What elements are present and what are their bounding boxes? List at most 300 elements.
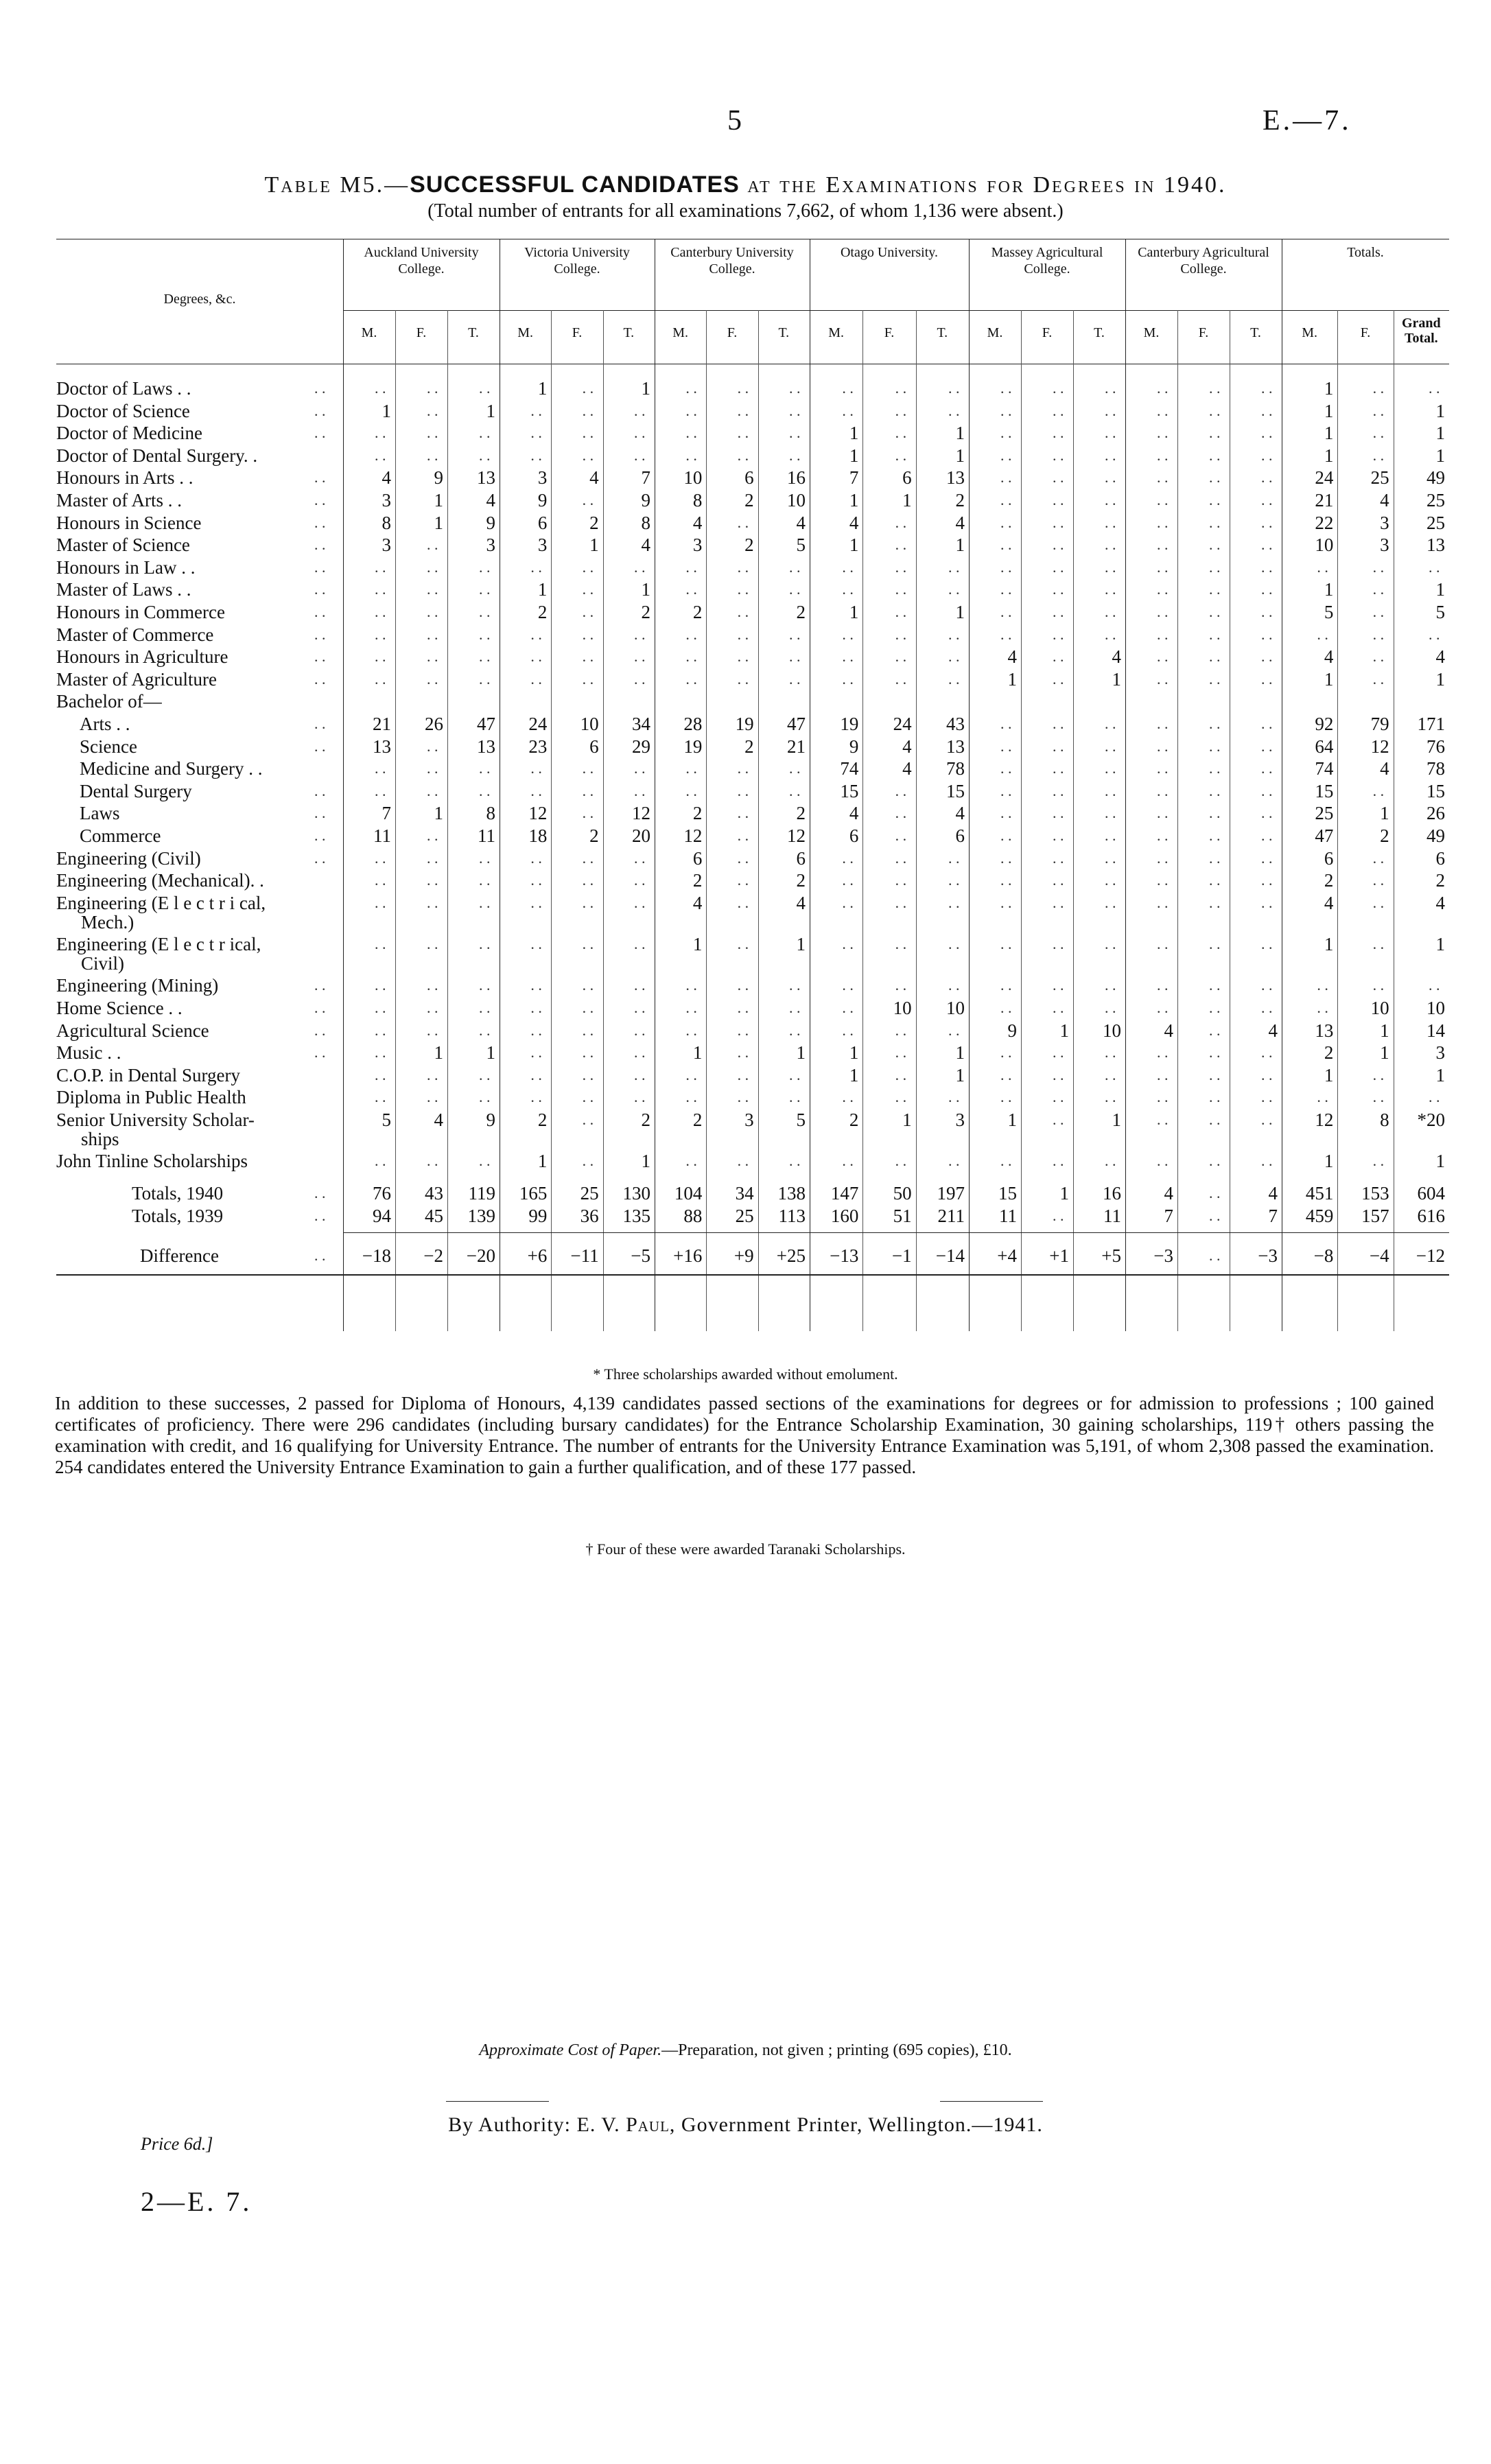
empty-cell: . . [375,760,386,777]
empty-cell: . . [582,625,594,643]
data-cell: 119 [468,1182,495,1204]
empty-cell: . . [789,782,801,799]
empty-cell: . . [737,760,749,777]
empty-cell: . . [1429,558,1440,576]
empty-cell: . . [1105,976,1116,994]
empty-cell: . . [1105,893,1116,911]
col-header-t: T. [1250,325,1261,340]
data-cell: 29 [631,736,650,757]
data-cell: 2 [744,736,754,757]
empty-cell: . . [1209,513,1221,531]
data-cell: 1 [537,378,548,399]
sub-divider [1177,310,1178,1331]
footnote-scholarships: * Three scholarships awarded without emolument. [593,1365,898,1383]
data-cell: 1 [434,490,443,511]
row-label: C.O.P. in Dental Surgery [56,1064,240,1086]
empty-cell: . . [1157,849,1169,867]
leader-dots: . . [314,976,326,994]
row-label: Master of Science [56,535,190,556]
empty-cell: . . [1000,536,1012,554]
empty-cell: . . [737,1044,749,1061]
empty-cell: . . [1053,804,1064,822]
empty-cell: . . [1261,1152,1273,1170]
empty-cell: . . [1157,976,1169,994]
row-label: Engineering (E l e c t r i cal, [56,892,266,913]
empty-cell: . . [1157,1066,1169,1083]
empty-cell: . . [948,670,960,688]
empty-cell: . . [1053,1066,1064,1083]
data-cell: 47 [1315,825,1334,846]
empty-cell: . . [1372,379,1385,397]
subheader-rule [343,310,1449,311]
data-cell: 7 [849,467,859,489]
data-cell: 1 [1435,400,1445,421]
empty-cell: . . [1209,424,1221,442]
leader-dots: . . [314,715,326,732]
empty-cell: . . [1000,558,1012,576]
data-cell: −18 [362,1245,391,1267]
empty-cell: . . [1261,379,1273,397]
data-cell: 12 [1315,1110,1334,1131]
data-cell: 2 [796,803,806,824]
empty-cell: . . [1209,871,1221,889]
empty-cell: . . [1053,760,1064,777]
empty-cell: . . [427,580,438,598]
empty-cell: . . [895,782,907,799]
data-cell: 43 [946,714,965,734]
empty-cell: . . [1157,893,1169,911]
group-divider [969,239,970,1331]
empty-cell: . . [948,935,960,953]
row-label: Agricultural Science [56,1020,209,1041]
empty-cell: . . [685,976,697,994]
data-cell: 130 [622,1182,650,1204]
empty-cell: . . [375,670,386,688]
empty-cell: . . [1157,469,1169,486]
empty-cell: . . [479,935,491,953]
empty-cell: . . [1105,603,1116,620]
empty-cell: . . [582,558,594,576]
empty-cell: . . [1053,827,1064,844]
empty-cell: . . [1053,1206,1064,1224]
empty-cell: . . [1157,513,1169,531]
data-cell: 1 [849,1064,859,1086]
empty-cell: . . [1372,871,1385,889]
data-cell: 10 [786,490,806,511]
empty-cell: . . [737,446,749,464]
totals-label: Totals, 1940 [132,1182,224,1204]
leader-dots: . . [314,401,326,419]
empty-cell: . . [685,999,697,1017]
data-cell: 1 [955,423,965,444]
row-label: Honours in Agriculture [56,646,228,668]
data-cell: 2 [589,825,599,846]
data-cell: −14 [935,1245,965,1267]
empty-cell: . . [1261,401,1273,419]
data-cell: 1 [692,1042,703,1064]
data-cell: *20 [1417,1110,1445,1131]
empty-cell: . . [1261,827,1273,844]
empty-cell: . . [582,1152,594,1170]
leader-dots: . . [314,603,326,620]
empty-cell: . . [582,871,594,889]
leader-dots: . . [314,1247,326,1265]
empty-cell: . . [1105,625,1116,643]
empty-cell: . . [634,1021,646,1039]
row-header: Degrees, &c. [163,292,236,307]
summary-paragraph: In addition to these successes, 2 passed for Diploma of Honours, 4,139 candidates passed sections of the examinations for degrees or for admission to professions ; 100 gained certificates of proficiency. There were 296 candidates (including bursary candidates) for the Entrance Scholarship Examination, 30 gaining scholarships, 119† others passing the examination with credit, and 16 qualifying for University Entrance. The number of entrants for the University Entrance Examination was 5,191, of whom 2,308 passed the examination. 254 candidates entered the University Entrance Examination to gain a further qualification, and of these 177 passed. [55,1393,1434,1477]
empty-cell: . . [582,782,594,799]
empty-cell: . . [1261,871,1273,889]
data-cell: 11 [1103,1205,1121,1226]
data-cell: 1 [381,400,391,421]
data-cell: 12 [786,825,806,846]
empty-cell: . . [1157,580,1169,598]
empty-cell: . . [685,558,697,576]
data-cell: 1 [955,602,965,622]
data-cell: 3 [381,490,391,511]
data-cell: 2 [796,602,806,622]
data-cell: 4 [589,467,599,489]
empty-cell: . . [582,648,594,666]
empty-cell: . . [427,849,438,867]
title-prefix: Table M5.— [264,172,410,198]
empty-cell: . . [530,446,542,464]
data-cell: 3 [1435,1042,1445,1064]
data-cell: 25 [1370,467,1389,489]
row-label: Engineering (Mechanical). . [56,870,264,891]
empty-cell: . . [1053,715,1064,732]
data-cell: 15 [998,1182,1017,1204]
data-cell: 4 [955,512,965,533]
data-cell: 1 [1380,803,1389,824]
leader-dots: . . [314,782,326,799]
empty-cell: . . [582,1066,594,1083]
empty-cell: . . [842,580,854,598]
data-cell: 23 [528,736,548,757]
empty-cell: . . [1209,536,1221,554]
empty-cell: . . [375,849,386,867]
empty-cell: . . [1209,715,1221,732]
data-cell: 11 [478,825,495,846]
data-cell: 3 [744,1110,754,1131]
empty-cell: . . [1261,1088,1273,1106]
data-cell: 4 [796,892,806,913]
empty-cell: . . [479,760,491,777]
empty-cell: . . [737,424,749,442]
empty-cell: . . [842,670,854,688]
empty-cell: . . [1000,893,1012,911]
data-cell: 4 [849,803,859,824]
authority-prefix: By Authority: E. V. [448,2113,626,2136]
empty-cell: . . [1157,558,1169,576]
empty-cell: . . [1000,513,1012,531]
empty-cell: . . [1105,737,1116,755]
data-cell: 104 [674,1182,703,1204]
empty-cell: . . [582,379,594,397]
empty-cell: . . [427,1066,438,1083]
data-cell: 4 [692,892,703,913]
empty-cell: . . [842,625,854,643]
data-cell: 1 [486,1042,495,1064]
row-label-cont: Mech.) [81,911,134,932]
data-cell: 171 [1417,714,1445,734]
empty-cell: . . [1053,1152,1064,1170]
data-cell: 3 [692,535,703,556]
empty-cell: . . [1261,580,1273,598]
empty-cell: . . [1105,871,1116,889]
empty-cell: . . [634,782,646,799]
results-table [56,233,1449,1359]
empty-cell: . . [789,1088,801,1106]
data-cell: 9 [434,467,443,489]
empty-cell: . . [634,849,646,867]
empty-cell: . . [1105,580,1116,598]
difference-rule [343,1232,1449,1233]
data-cell: 78 [1426,758,1445,779]
empty-cell: . . [1372,935,1385,953]
sub-divider [706,310,707,1331]
empty-cell: . . [737,513,749,531]
data-cell: 49 [1426,467,1445,489]
empty-cell: . . [685,648,697,666]
empty-cell: . . [634,1088,646,1106]
data-cell: 1 [955,535,965,556]
col-header-m: M. [517,325,534,340]
empty-cell: . . [1209,469,1221,486]
data-cell: 64 [1315,736,1334,757]
empty-cell: . . [1157,1088,1169,1106]
empty-cell: . . [895,935,907,953]
data-cell: 13 [373,736,391,757]
empty-cell: . . [1000,401,1012,419]
empty-cell: . . [1105,558,1116,576]
data-cell: 16 [1103,1182,1121,1204]
empty-cell: . . [427,737,438,755]
data-cell: 7 [1268,1205,1278,1226]
empty-cell: . . [1105,513,1116,531]
table-subtitle: (Total number of entrants for all examinations 7,662, of whom 1,136 were absent.) [427,200,1064,222]
empty-cell: . . [895,804,907,822]
row-label: Doctor of Science [56,400,190,421]
data-cell: 1 [955,1064,965,1086]
group-header-6: Totals. [1347,245,1384,260]
data-cell: 10 [893,998,912,1019]
empty-cell: . . [895,446,907,464]
leader-dots: . . [314,648,326,666]
empty-cell: . . [530,625,542,643]
empty-cell: . . [375,871,386,889]
empty-cell: . . [789,424,801,442]
empty-cell: . . [530,935,542,953]
empty-cell: . . [1105,1066,1116,1083]
empty-cell: . . [479,580,491,598]
data-cell: 3 [537,467,548,489]
empty-cell: . . [634,1066,646,1083]
empty-cell: . . [842,893,854,911]
empty-cell: . . [375,379,386,397]
empty-cell: . . [1000,976,1012,994]
empty-cell: . . [582,893,594,911]
empty-cell: . . [1209,1184,1221,1201]
data-cell: 1 [1435,423,1445,444]
data-cell: 2 [641,602,650,622]
empty-cell: . . [1372,849,1385,867]
empty-cell: . . [737,379,749,397]
data-cell: 12 [528,803,548,824]
cost-label: Approximate Cost of Paper. [479,2041,662,2059]
empty-cell: . . [1053,469,1064,486]
empty-cell: . . [1209,1206,1221,1224]
empty-cell: . . [1000,782,1012,799]
empty-cell: . . [427,670,438,688]
sub-divider [551,310,552,1331]
data-cell: 15 [946,780,965,801]
group-header-3: Otago University. [840,245,938,260]
data-cell: 76 [373,1182,391,1204]
empty-cell: . . [895,827,907,844]
empty-cell: . . [789,999,801,1017]
empty-cell: . . [634,871,646,889]
data-cell: 1 [1007,1110,1017,1131]
data-cell: 4 [1268,1182,1278,1204]
empty-cell: . . [737,603,749,620]
empty-cell: . . [479,871,491,889]
group-divider [1125,239,1126,1331]
leader-dots: . . [314,424,326,442]
data-cell: 4 [381,467,391,489]
empty-cell: . . [1105,782,1116,799]
row-label: Diploma in Public Health [56,1087,246,1108]
data-cell: 4 [902,758,912,779]
empty-cell: . . [1261,1111,1273,1129]
empty-cell: . . [1372,1088,1385,1106]
empty-cell: . . [737,401,749,419]
title-suffix: at the Examinations for Degrees in 1940. [739,172,1227,198]
row-label: Honours in Science [56,512,202,533]
data-cell: 1 [641,579,650,600]
empty-cell: . . [1053,648,1064,666]
empty-cell: . . [895,1066,907,1083]
empty-cell: . . [1429,976,1440,994]
data-cell: 6 [692,847,703,869]
col-header-t: T. [468,325,479,340]
empty-cell: . . [1000,1044,1012,1061]
empty-cell: . . [789,1152,801,1170]
rule-right [940,2101,1043,2102]
data-cell: 2 [1380,825,1389,846]
data-cell: 25 [735,1205,754,1226]
data-cell: 2 [744,490,754,511]
data-cell: 6 [589,736,599,757]
data-cell: 1 [796,934,806,955]
empty-cell: . . [1261,893,1273,911]
empty-cell: . . [634,401,646,419]
row-label: Arts . . [80,714,130,734]
empty-cell: . . [789,648,801,666]
empty-cell: . . [1261,737,1273,755]
empty-cell: . . [1105,827,1116,844]
empty-cell: . . [1372,1152,1385,1170]
data-cell: 10 [946,998,965,1019]
empty-cell: . . [427,379,438,397]
col-header-f: F. [1360,325,1371,340]
empty-cell: . . [737,1021,749,1039]
empty-cell: . . [582,603,594,620]
empty-cell: . . [948,401,960,419]
empty-cell: . . [1105,804,1116,822]
data-cell: +4 [997,1245,1017,1267]
data-cell: 1 [1324,423,1334,444]
row-label: Master of Arts . . [56,490,182,511]
empty-cell: . . [1157,536,1169,554]
data-cell: 1 [1435,445,1445,466]
empty-cell: . . [1157,603,1169,620]
empty-cell: . . [1000,999,1012,1017]
empty-cell: . . [1000,1066,1012,1083]
empty-cell: . . [530,1021,542,1039]
empty-cell: . . [895,401,907,419]
empty-cell: . . [1372,648,1385,666]
empty-cell: . . [1105,1088,1116,1106]
empty-cell: . . [1317,558,1328,576]
data-cell: 147 [830,1182,859,1204]
empty-cell: . . [1053,625,1064,643]
empty-cell: . . [737,580,749,598]
empty-cell: . . [737,893,749,911]
empty-cell: . . [842,401,854,419]
row-label: Honours in Law . . [56,556,196,578]
empty-cell: . . [1209,782,1221,799]
col-header-f: F. [1198,325,1209,340]
empty-cell: . . [427,760,438,777]
empty-cell: . . [530,782,542,799]
empty-cell: . . [1157,401,1169,419]
empty-cell: . . [948,625,960,643]
data-cell: 4 [1164,1020,1173,1041]
leader-dots: . . [314,379,326,397]
empty-cell: . . [895,603,907,620]
empty-cell: . . [1261,648,1273,666]
empty-cell: . . [1053,1044,1064,1061]
row-label: Senior University Scholar- [56,1110,255,1131]
data-cell: 6 [849,825,859,846]
empty-cell: . . [1053,670,1064,688]
empty-cell: . . [634,424,646,442]
empty-cell: . . [1000,469,1012,486]
empty-cell: . . [1209,849,1221,867]
empty-cell: . . [1053,1111,1064,1129]
empty-cell: . . [789,446,801,464]
empty-cell: . . [1317,999,1328,1017]
data-cell: 16 [786,467,806,489]
empty-cell: . . [948,871,960,889]
data-cell: −8 [1313,1245,1334,1267]
page-number: 5 [727,105,742,137]
empty-cell: . . [1372,401,1385,419]
data-cell: 4 [434,1110,443,1131]
empty-cell: . . [582,976,594,994]
data-cell: 1 [849,602,859,622]
leader-dots: . . [314,849,326,867]
data-cell: 9 [641,490,650,511]
data-cell: 1 [955,1042,965,1064]
empty-cell: . . [1053,999,1064,1017]
data-cell: 79 [1370,714,1389,734]
empty-cell: . . [582,424,594,442]
data-cell: 13 [477,467,495,489]
data-cell: 13 [1315,1020,1334,1041]
